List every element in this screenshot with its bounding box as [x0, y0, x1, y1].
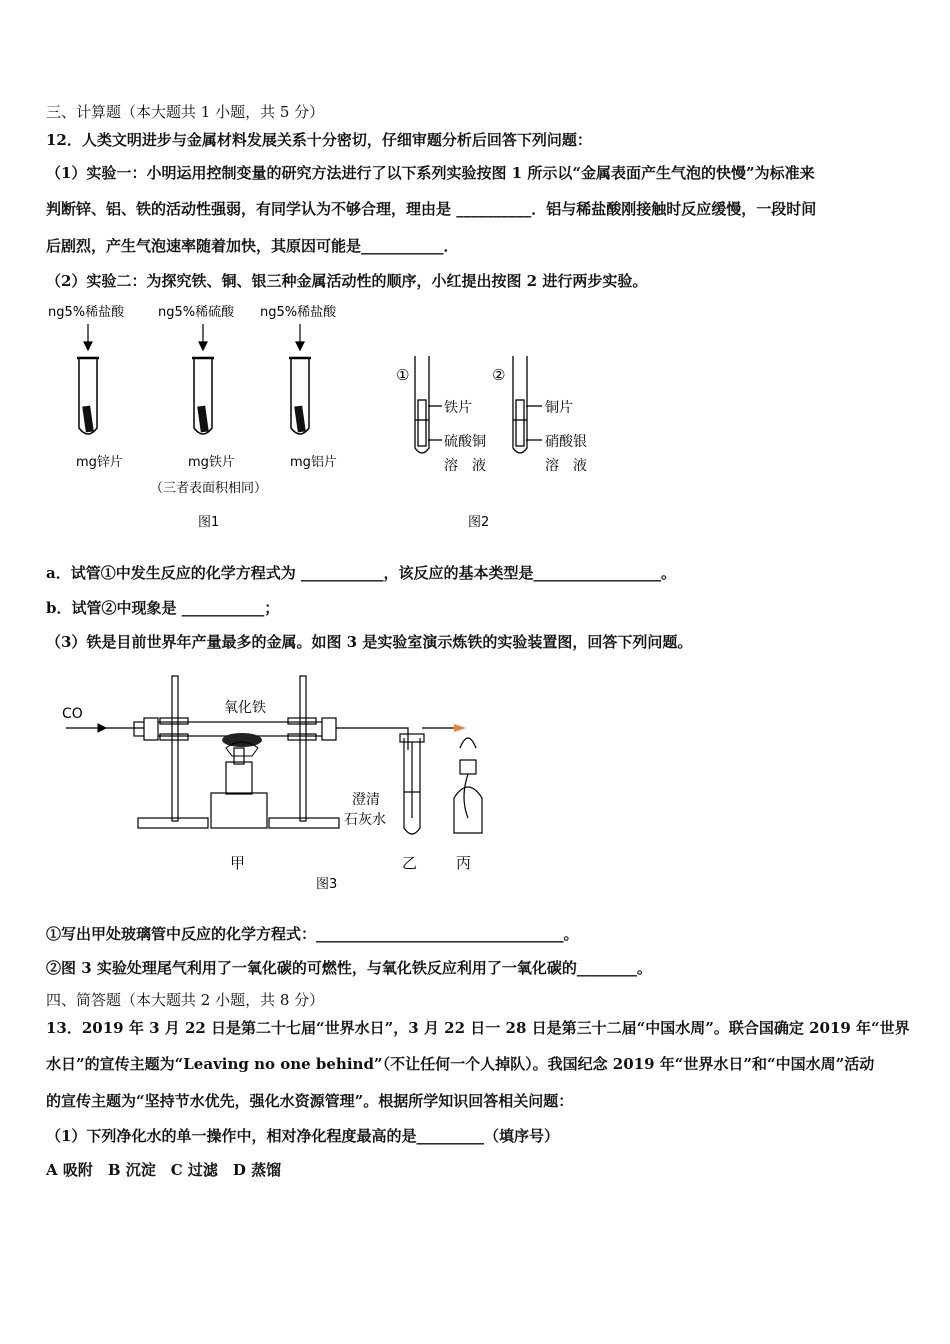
fig2-tube1-sol-b: 溶 液 [444, 458, 486, 474]
fig3-label-yi: 乙 [402, 854, 418, 872]
fig3-caption: 图3 [316, 877, 338, 892]
q13-p1: （1）下列净化水的单一操作中，相对净化程度最高的是_________（填序号） [46, 1127, 559, 1145]
fig1-metal-3: mg铝片 [290, 455, 337, 470]
fig1-note: （三者表面积相同） [150, 481, 268, 496]
fig2-caption: 图2 [468, 515, 490, 530]
q12-b: b．试管②中现象是 ___________； [46, 599, 280, 617]
fig1-reagent-1: ng5%稀盐酸 [48, 305, 125, 320]
fig2-tube1-num: ① [396, 366, 410, 384]
fig3-alcohol-lamp [454, 738, 482, 833]
fig2-tube2-num: ② [492, 366, 506, 384]
q13-line1: 13．2019 年 3 月 22 日是第二十七届“世界水日”，3 月 22 日一 28 日是第三十二届“中国水周”。联合国确定 2019 年“世界 [46, 1019, 910, 1037]
fig2-tube2-sol-b: 溶 液 [545, 458, 587, 474]
fig3-co-label: CO [62, 706, 83, 722]
fig2-tube-2 [513, 356, 542, 453]
figure-1-2 [40, 300, 660, 535]
q12-p1-line2: 判断锌、铝、铁的活动性强弱，有同学认为不够合理，理由是 __________．铝与稀盐酸刚接触时反应缓慢，一段时间 [46, 200, 817, 218]
q13-line3: 的宣传主题为“坚持节水优先，强化水资源管理”。根据所学知识回答相关问题： [46, 1092, 574, 1110]
fig2-tube-1 [415, 356, 442, 453]
fig1-test-tubes [77, 358, 311, 434]
q12-p1-line1: （1）实验一：小明运用控制变量的研究方法进行了以下系列实验按图 1 所示以“金属表面产生气泡的快慢”为标准来 [46, 164, 815, 182]
fig3-limewater-a: 澄清 [352, 792, 380, 808]
fig1-arrows [84, 324, 304, 350]
fig2-tube2-sol-a: 硝酸银 [545, 434, 587, 450]
fig3-tail-flame [454, 724, 466, 732]
fig2-tube1-metal: 铁片 [444, 400, 472, 416]
fig3-limewater-b: 石灰水 [344, 812, 386, 828]
q13-line2: 水日”的宣传主题为“Leaving no one behind”（不让任何一个人掉队）。我国纪念 2019 年“世界水日”和“中国水周”活动 [46, 1055, 875, 1073]
q13-options: A 吸附 B 沉淀 C 过滤 D 蒸馏 [46, 1161, 282, 1179]
q12-title: 12．人类文明进步与金属材料发展关系十分密切，仔细审题分析后回答下列问题： [46, 131, 592, 149]
q12-a: a．试管①中发生反应的化学方程式为 ___________，该反应的基本类型是_________________。 [46, 564, 676, 582]
section4-heading: 四、简答题（本大题共 2 小题，共 8 分） [46, 991, 325, 1009]
fig1-metal-1: mg锌片 [76, 455, 123, 470]
fig1-reagent-3: ng5%稀盐酸 [260, 305, 337, 320]
fig3-stands [138, 676, 339, 828]
fig3-label-bing: 丙 [456, 854, 472, 872]
figure-3 [56, 668, 516, 893]
fig2-tube1-sol-a: 硫酸铜 [444, 434, 486, 450]
q12-circ1: ①写出甲处玻璃管中反应的化学方程式：_________________________________。 [46, 925, 579, 943]
q12-p2: （2）实验二：为探究铁、铜、银三种金属活动性的顺序，小红提出按图 2 进行两步实验。 [46, 272, 648, 290]
fig3-co-arrow [66, 724, 106, 732]
fig1-metal-2: mg铁片 [188, 455, 235, 470]
q12-p1-line3: 后剧烈，产生气泡速率随着加快，其原因可能是___________． [46, 237, 459, 255]
fig3-oxide-label: 氧化铁 [224, 700, 266, 716]
q12-circ2: ②图 3 实验处理尾气利用了一氧化碳的可燃性，与氧化铁反应利用了一氧化碳的________。 [46, 959, 652, 977]
q12-p3: （3）铁是目前世界年产量最多的金属。如图 3 是实验室演示炼铁的实验装置图，回答下列问题。 [46, 633, 693, 651]
fig3-iron-oxide [222, 733, 262, 747]
fig3-limewater-tube [400, 734, 424, 834]
fig2-tube2-metal: 铜片 [545, 400, 573, 416]
fig1-reagent-2: ng5%稀硫酸 [158, 305, 235, 320]
fig1-caption: 图1 [198, 515, 220, 530]
fig3-label-jia: 甲 [230, 854, 246, 872]
section3-heading: 三、计算题（本大题共 1 小题，共 5 分） [46, 103, 325, 121]
